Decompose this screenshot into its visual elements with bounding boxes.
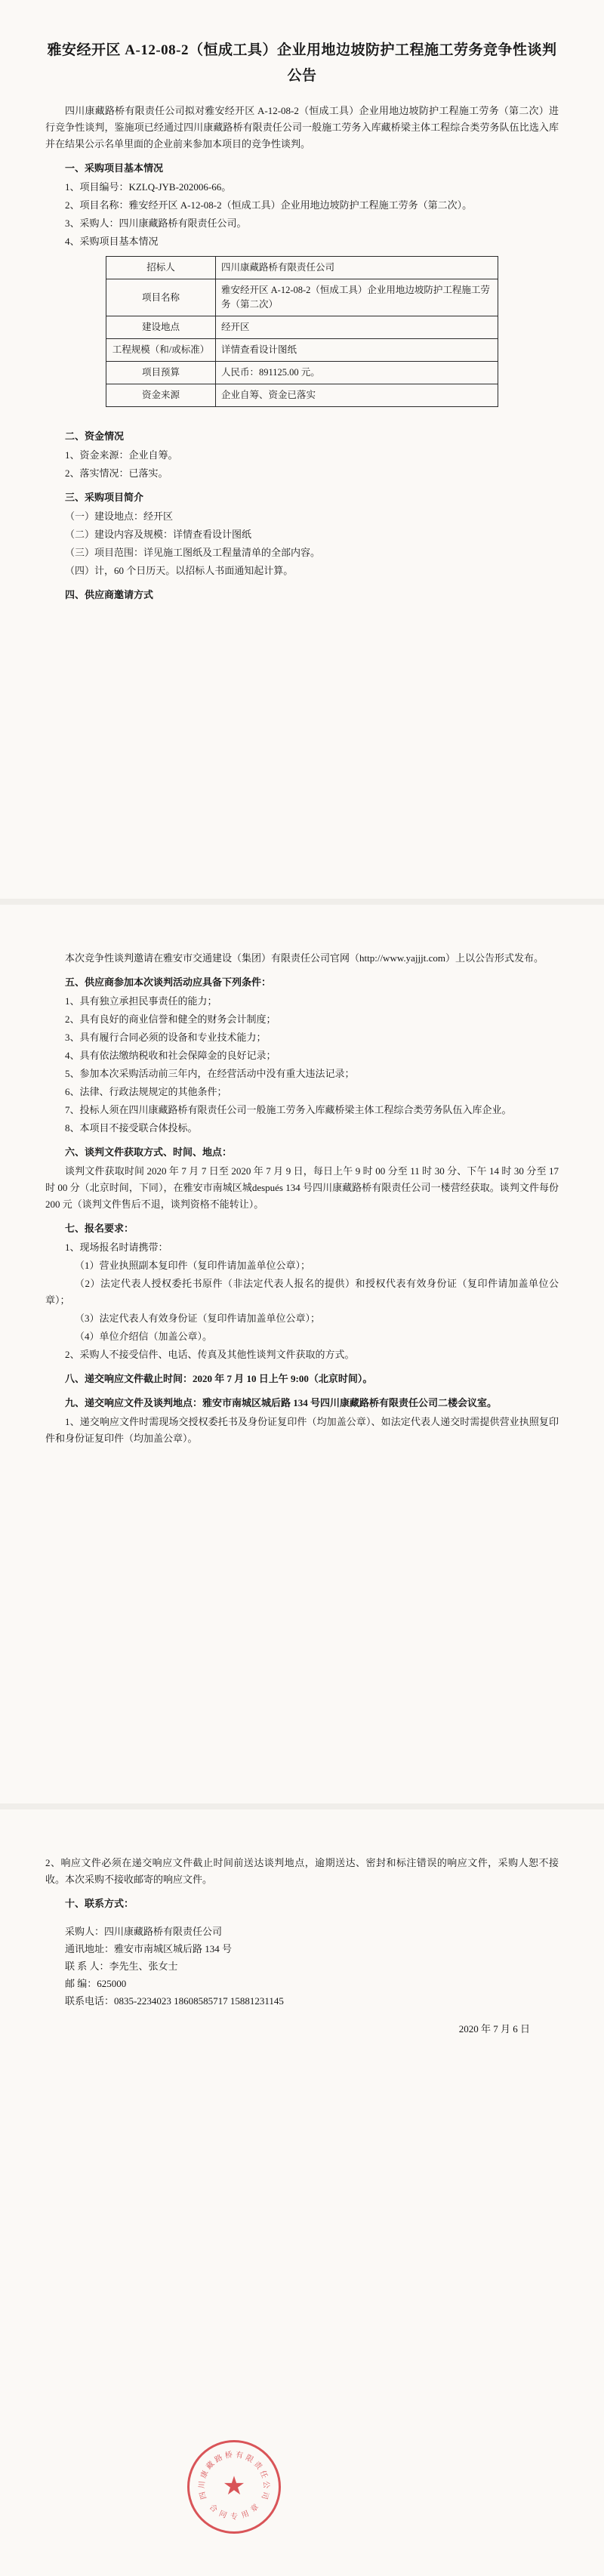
section-heading-9: 九、递交响应文件及谈判地点：雅安市南城区城后路 134 号四川康藏路桥有限责任公司二楼会议室。: [65, 1397, 498, 1408]
section-heading-7: 七、报名要求：: [65, 1223, 134, 1234]
table-row-value: 详情查看设计图纸: [216, 339, 498, 362]
list-item: （2）法定代表人授权委托书原件（非法定代表人报名的提供）和授权代表有效身份证（复印件请加盖单位公章）；: [45, 1278, 559, 1306]
table-row: [106, 279, 498, 316]
document-page-1: [0, 0, 604, 899]
list-item: 5、参加本次采购活动前三年内，在经营活动中没有重大违法记录；: [65, 1068, 355, 1079]
table-row-value: 经开区: [216, 316, 498, 339]
section-heading-6: 六、谈判文件获取方式、时间、地点：: [65, 1146, 233, 1158]
signature-date: 2020 年 7 月 6 日: [458, 2023, 530, 2035]
intro-paragraph: 四川康藏路桥有限责任公司拟对雅安经开区 A-12-08-2（恒成工具）企业用地边坡防护工程施工劳务（第二次）进行竞争性谈判，鉴施项已经通过四川康藏路桥有限责任公司一般施工劳务入库藏桥梁主体工程综合类劳务队伍比选入库并在结果公示名单里面的企业前来参加本项目的竞争性谈判。: [45, 105, 559, 150]
contact-address: 通讯地址：雅安市南城区城后路 134 号: [65, 1943, 233, 1954]
list-item: 2、项目名称：雅安经开区 A-12-08-2（恒成工具）企业用地边坡防护工程施工劳务（第二次）。: [65, 199, 473, 211]
list-item: 3、具有履行合同必须的设备和专业技术能力；: [65, 1032, 267, 1043]
invitation-paragraph: 本次竞争性谈判邀请在雅安市交通建设（集团）有限责任公司官网（http://www.yajjjt.com）上以公告形式发布。: [65, 952, 544, 964]
table-row-label: 招标人: [106, 257, 216, 279]
table-row: [106, 316, 498, 339]
section-heading-1: 一、采购项目基本情况: [65, 162, 164, 174]
list-item: 1、具有独立承担民事责任的能力；: [65, 995, 217, 1007]
table-row-label: 建设地点: [106, 316, 216, 339]
list-item: （三）项目范围：详见施工图纸及工程量清单的全部内容。: [65, 547, 321, 558]
list-item: 2、具有良好的商业信誉和健全的财务会计制度；: [65, 1013, 276, 1025]
page-title: 雅安经开区 A-12-08-2（恒成工具）企业用地边坡防护工程施工劳务竞争性谈判公告: [47, 42, 557, 84]
table-row-value: 雅安经开区 A-12-08-2（恒成工具）企业用地边坡防护工程施工劳务（第二次）: [216, 279, 498, 316]
list-item: （3）法定代表人有效身份证（复印件请加盖单位公章）；: [75, 1313, 321, 1324]
list-item: （1）营业执照副本复印件（复印件请加盖单位公章）；: [75, 1260, 311, 1271]
list-item: 1、资金来源：企业自筹。: [65, 449, 178, 461]
list-item: （一）建设地点：经开区: [65, 511, 174, 522]
page-divider: [0, 899, 604, 905]
table-row-value: 人民币：891125.00 元。: [216, 362, 498, 384]
list-item: 1、递交响应文件时需现场交授权委托书及身份证复印件（均加盖公章）、如法定代表人递交时需提供营业执照复印件和身份证复印件（均加盖公章）。: [45, 1416, 559, 1444]
table-row: [106, 339, 498, 362]
page-divider: [0, 1803, 604, 1809]
contact-person: 联 系 人：李先生、张女士: [65, 1961, 178, 1972]
table-row: [106, 362, 498, 384]
table-row: [106, 384, 498, 407]
document-acquisition-paragraph: 谈判文件获取时间 2020 年 7 月 7 日至 2020 年 7 月 9 日，每日上午 9 时 00 分至 11 时 30 分、下午 14 时 30 分至 17 时 00 分（北京时间，下同），在雅安市南城区城después 134 号四川康藏路桥有限责任公司一楼营经获取。谈判文件每份 200 元（谈判文件售后不退，谈判资格不能转让）。: [45, 1165, 559, 1210]
section-heading-8: 八、递交响应文件截止时间：2020 年 7 月 10 日上午 9:00（北京时间）。: [65, 1373, 373, 1384]
section-heading-4: 四、供应商邀请方式: [65, 589, 154, 600]
document-page-3: [0, 1809, 604, 2576]
contact-postcode: 邮 编：625000: [65, 1978, 127, 1989]
list-item: （四）计，60 个日历天。以招标人书面通知起计算。: [65, 565, 294, 576]
list-item: 3、采购人：四川康藏路桥有限责任公司。: [65, 217, 247, 229]
table-row-value: 企业自筹、资金已落实: [216, 384, 498, 407]
table-row-label: 项目预算: [106, 362, 216, 384]
company-seal-stamp: [187, 2440, 281, 2534]
list-item: 4、采购项目基本情况: [65, 236, 159, 247]
continuation-paragraph: 2、响应文件必须在递交响应文件截止时间前送达谈判地点，逾期送达、密封和标注错误的响应文件，采购人恕不接收。本次采购不接收邮寄的响应文件。: [45, 1857, 559, 1885]
list-item: 6、法律、行政法规规定的其他条件；: [65, 1086, 227, 1097]
list-item: 1、项目编号：KZLQ-JYB-202006-66。: [65, 181, 232, 193]
section-heading-10: 十、联系方式：: [65, 1898, 134, 1909]
table-row: [106, 257, 498, 279]
table-row-value: 四川康藏路桥有限责任公司: [216, 257, 498, 279]
list-item: 8、本项目不接受联合体投标。: [65, 1122, 198, 1134]
list-item: 2、落实情况：已落实。: [65, 467, 168, 479]
list-item: （二）建设内容及规模：详情查看设计图纸: [65, 529, 252, 540]
table-row-label: 工程规模（和/或标准）: [106, 339, 216, 362]
section-heading-2: 二、资金情况: [65, 430, 125, 442]
contact-purchaser: 采购人：四川康藏路桥有限责任公司: [65, 1926, 223, 1937]
list-item: （4）单位介绍信（加盖公章）。: [75, 1331, 213, 1342]
section-heading-3: 三、采购项目简介: [65, 492, 144, 503]
list-item: 7、投标人须在四川康藏路桥有限责任公司一般施工劳务入库藏桥梁主体工程综合类劳务队伍入库企业。: [65, 1104, 512, 1115]
table-row-label: 资金来源: [106, 384, 216, 407]
contact-block: [45, 1923, 559, 2010]
project-info-table: [106, 256, 498, 407]
list-item: 4、具有依法缴纳税收和社会保障金的良好记录；: [65, 1050, 276, 1061]
list-item: 2、采购人不接受信件、电话、传真及其他性谈判文件获取的方式。: [65, 1349, 355, 1360]
star-icon: ★: [222, 2473, 246, 2500]
seal-text: 四 川 康 藏 路 桥 有 限 责 任 公 司 合 同 专 用 章: [198, 2451, 270, 2522]
document-page-2: [0, 905, 604, 1803]
section-heading-5: 五、供应商参加本次谈判活动应具备下列条件：: [65, 976, 272, 988]
table-row-label: 项目名称: [106, 279, 216, 316]
list-item: 1、现场报名时请携带：: [65, 1242, 168, 1253]
contact-phone: 联系电话：0835-2234023 18608585717 15881231145: [65, 1995, 284, 2007]
